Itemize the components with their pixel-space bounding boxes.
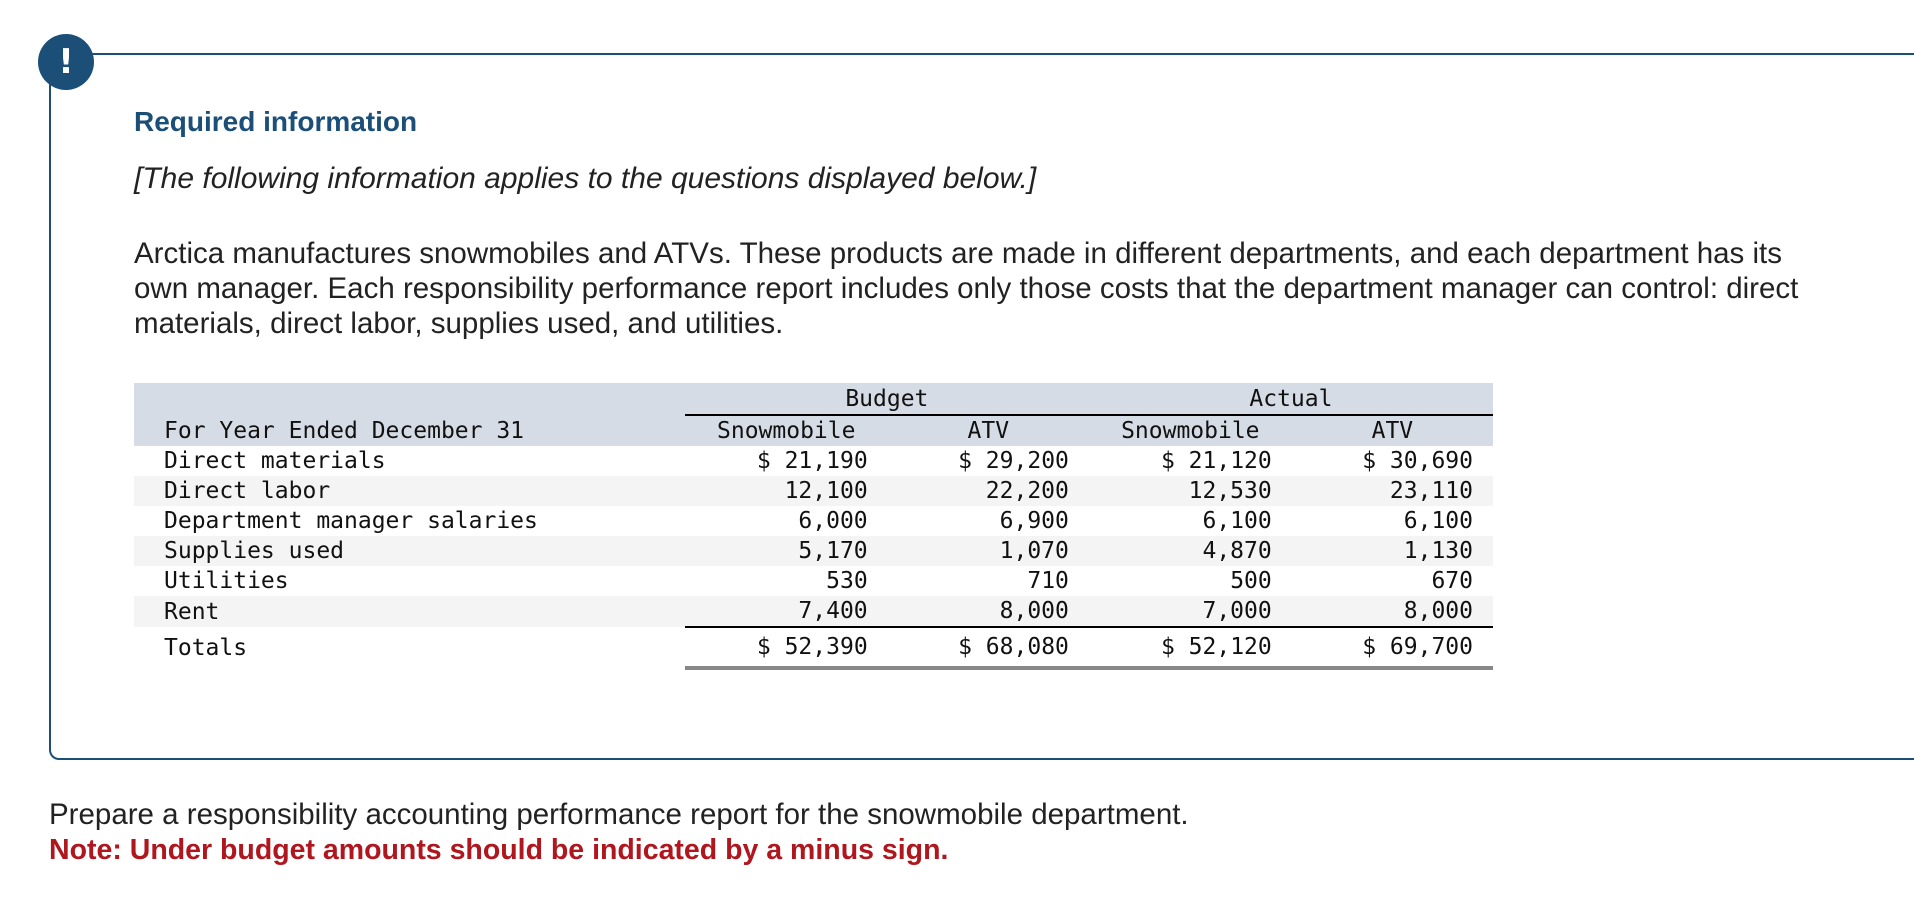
cell-value: 7,400 xyxy=(685,596,888,627)
total-value: $ 69,700 xyxy=(1292,627,1493,668)
row-label: Direct labor xyxy=(134,476,685,506)
table-row xyxy=(134,596,1493,627)
info-paragraph: Arctica manufactures snowmobiles and ATVs. These products are made in different departments, and each department has its own manager. Each responsibility performance report includes only those costs that the department manager can control: direct materials, direct labor, supplies used, and utilities. xyxy=(134,237,1799,340)
cell-value: 1,130 xyxy=(1292,536,1493,566)
row-label: Department manager salaries xyxy=(164,508,538,534)
budget-group-header: Budget xyxy=(685,383,1089,415)
cell-value: 7,000 xyxy=(1089,596,1292,627)
cell-value: 6,000 xyxy=(798,508,868,534)
cell-value: $ 21,190 xyxy=(756,448,868,474)
table-column-header-row xyxy=(134,415,1493,446)
cell-value: 4,870 xyxy=(1089,536,1292,566)
cell-value: 12,530 xyxy=(1089,476,1292,506)
col-header-budget-snowmobile: Snowmobile xyxy=(685,415,888,446)
table-row xyxy=(134,446,1493,476)
alert-icon: ! xyxy=(38,34,94,90)
cell-value: 710 xyxy=(1027,568,1069,594)
table-row xyxy=(134,476,1493,506)
total-value: $ 68,080 xyxy=(888,627,1089,668)
actual-group-header: Actual xyxy=(1089,383,1493,415)
table-group-header-row xyxy=(134,383,1493,415)
totals-label: Totals xyxy=(164,634,248,661)
cell-value: 1,070 xyxy=(888,536,1089,566)
total-value: $ 52,120 xyxy=(1089,627,1292,668)
col-header-actual-atv: ATV xyxy=(1292,415,1493,446)
cell-value: 8,000 xyxy=(1292,596,1493,627)
cell-value: 22,200 xyxy=(888,476,1089,506)
row-label: Supplies used xyxy=(134,536,685,566)
cell-value: 500 xyxy=(1230,568,1272,594)
instruction-note: Note: Under budget amounts should be indicated by a minus sign. xyxy=(49,834,949,866)
col-header-budget-atv: ATV xyxy=(888,415,1089,446)
total-value: $ 52,390 xyxy=(685,627,888,668)
col-header-actual-snowmobile: Snowmobile xyxy=(1089,415,1292,446)
required-information-heading: Required information xyxy=(134,106,418,137)
cell-value: 6,100 xyxy=(1403,508,1473,534)
performance-data-table xyxy=(134,383,1493,670)
info-subheading: [The following information applies to the questions displayed below.] xyxy=(134,162,1037,195)
row-label: Utilities xyxy=(164,568,289,594)
cell-value: $ 30,690 xyxy=(1362,448,1473,474)
row-label: Direct materials xyxy=(164,448,386,474)
totals-row xyxy=(134,627,1493,668)
cell-value: 6,900 xyxy=(999,508,1069,534)
cell-value: $ 21,120 xyxy=(1160,448,1272,474)
cell-value: 670 xyxy=(1431,568,1473,594)
cell-value: 6,100 xyxy=(1202,508,1272,534)
cell-value: $ 29,200 xyxy=(958,448,1069,474)
table-row xyxy=(134,506,1493,536)
cell-value: 530 xyxy=(826,568,868,594)
cell-value: 8,000 xyxy=(888,596,1089,627)
blank-header-cell xyxy=(134,383,685,415)
period-label: For Year Ended December 31 xyxy=(134,415,685,446)
row-label: Rent xyxy=(134,596,685,627)
cell-value: 5,170 xyxy=(685,536,888,566)
table-row xyxy=(134,566,1493,596)
cell-value: 12,100 xyxy=(685,476,888,506)
question-prompt: Prepare a responsibility accounting performance report for the snowmobile department. xyxy=(49,798,1189,831)
table-row xyxy=(134,536,1493,566)
cell-value: 23,110 xyxy=(1292,476,1493,506)
